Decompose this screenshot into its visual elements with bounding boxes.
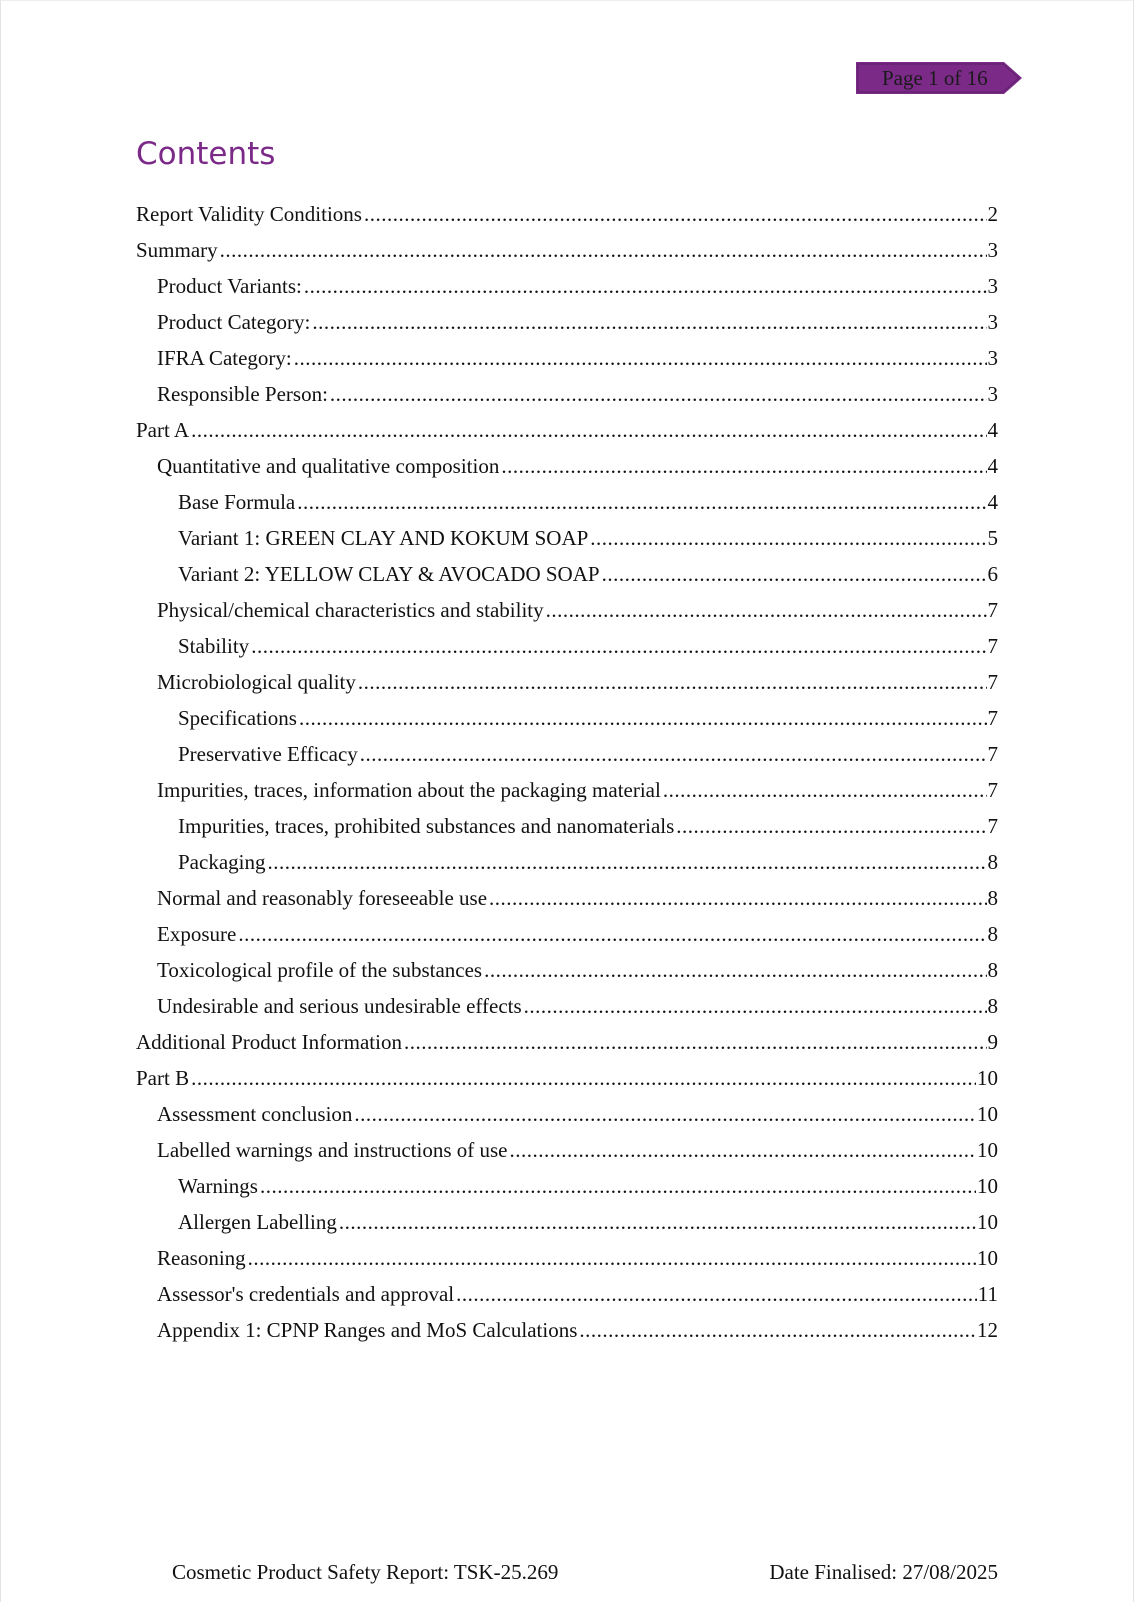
toc-entry-page-number: 3 <box>987 346 998 370</box>
toc-entry-page-number: 4 <box>987 490 998 514</box>
toc-dot-leader <box>602 556 987 592</box>
toc-entry-label: IFRA Category: <box>157 346 292 370</box>
toc-dot-leader <box>191 1060 976 1096</box>
toc-entry[interactable] <box>136 484 998 520</box>
contents-heading: Contents <box>136 136 276 172</box>
page-number-badge <box>856 62 1022 94</box>
toc-entry[interactable] <box>136 1240 998 1276</box>
toc-entry-label: Microbiological quality <box>157 670 356 694</box>
toc-entry-page-number: 8 <box>987 886 998 910</box>
toc-entry-label: Undesirable and serious undesirable effects <box>157 994 522 1018</box>
toc-entry[interactable] <box>136 304 998 340</box>
toc-entry-page-number: 10 <box>977 1210 998 1234</box>
toc-entry-label: Exposure <box>157 922 237 946</box>
toc-dot-leader <box>590 520 986 556</box>
footer-date-finalised: Date Finalised: 27/08/2025 <box>769 1560 998 1584</box>
toc-entry-label: Toxicological profile of the substances <box>157 958 483 982</box>
toc-dot-leader <box>354 1096 976 1132</box>
toc-entry-label: Part B <box>136 1066 190 1090</box>
toc-entry[interactable] <box>136 1312 998 1348</box>
toc-entry-page-number: 7 <box>987 778 998 802</box>
toc-entry[interactable] <box>136 1276 998 1312</box>
toc-entry-page-number: 9 <box>987 1030 998 1054</box>
toc-entry[interactable] <box>136 412 998 448</box>
footer-report-id: Cosmetic Product Safety Report: TSK-25.269 <box>172 1560 559 1584</box>
toc-entry-page-number: 8 <box>987 994 998 1018</box>
toc-entry[interactable] <box>136 952 998 988</box>
toc-entry-page-number: 7 <box>987 706 998 730</box>
toc-entry-label: Responsible Person: <box>157 382 328 406</box>
toc-entry-label: Physical/chemical characteristics and stability <box>157 598 544 622</box>
toc-dot-leader <box>484 952 986 988</box>
toc-dot-leader <box>330 376 987 412</box>
toc-entry-page-number: 7 <box>987 598 998 622</box>
toc-entry-label: Base Formula <box>178 490 296 514</box>
toc-dot-leader <box>510 1132 977 1168</box>
toc-entry-label: Packaging <box>178 850 266 874</box>
toc-entry-label: Normal and reasonably foreseeable use <box>157 886 488 910</box>
toc-entry-page-number: 10 <box>977 1174 998 1198</box>
toc-dot-leader <box>579 1312 976 1348</box>
toc-entry[interactable] <box>136 880 998 916</box>
toc-entry[interactable] <box>136 772 998 808</box>
toc-entry-label: Part A <box>136 418 190 442</box>
toc-entry-label: Quantitative and qualitative composition <box>157 454 500 478</box>
toc-entry-label: Warnings <box>178 1174 258 1198</box>
toc-entry-label: Assessment conclusion <box>157 1102 353 1126</box>
toc-entry-label: Allergen Labelling <box>178 1210 337 1234</box>
toc-entry-page-number: 8 <box>987 958 998 982</box>
toc-entry-page-number: 11 <box>977 1282 998 1306</box>
toc-dot-leader <box>299 700 987 736</box>
toc-entry-page-number: 10 <box>977 1066 998 1090</box>
toc-entry-label: Impurities, traces, prohibited substances and nanomaterials <box>178 814 675 838</box>
toc-dot-leader <box>489 880 986 916</box>
toc-dot-leader <box>364 196 987 232</box>
toc-entry[interactable] <box>136 700 998 736</box>
toc-dot-leader <box>339 1204 976 1240</box>
toc-dot-leader <box>260 1168 976 1204</box>
toc-entry-label: Reasoning <box>157 1246 246 1270</box>
toc-entry-page-number: 3 <box>987 382 998 406</box>
toc-dot-leader <box>663 772 987 808</box>
toc-entry[interactable] <box>136 808 998 844</box>
toc-entry-page-number: 6 <box>987 562 998 586</box>
toc-dot-leader <box>360 736 987 772</box>
toc-dot-leader <box>297 484 986 520</box>
toc-entry[interactable] <box>136 916 998 952</box>
toc-dot-leader <box>294 340 987 376</box>
toc-entry[interactable] <box>136 844 998 880</box>
toc-entry[interactable] <box>136 448 998 484</box>
toc-entry-page-number: 2 <box>987 202 998 226</box>
toc-entry-label: Impurities, traces, information about the packaging material <box>157 778 661 802</box>
toc-entry[interactable] <box>136 268 998 304</box>
toc-dot-leader <box>304 268 987 304</box>
toc-entry-page-number: 7 <box>987 742 998 766</box>
toc-entry-label: Stability <box>178 634 250 658</box>
toc-dot-leader <box>251 628 986 664</box>
toc-entry[interactable] <box>136 1132 998 1168</box>
toc-dot-leader <box>238 916 986 952</box>
toc-entry-label: Product Variants: <box>157 274 302 298</box>
toc-entry-page-number: 10 <box>977 1102 998 1126</box>
toc-entry-label: Variant 2: YELLOW CLAY & AVOCADO SOAP <box>178 562 600 586</box>
toc-dot-leader <box>267 844 986 880</box>
toc-entry-page-number: 10 <box>977 1138 998 1162</box>
toc-entry[interactable] <box>136 664 998 700</box>
page-indicator: Page 1 of 16 <box>882 66 988 90</box>
toc-entry-page-number: 7 <box>987 814 998 838</box>
toc-entry-page-number: 3 <box>987 310 998 334</box>
toc-entry-page-number: 3 <box>987 274 998 298</box>
toc-dot-leader <box>676 808 986 844</box>
toc-dot-leader <box>220 232 987 268</box>
toc-entry[interactable] <box>136 196 998 232</box>
toc-entry[interactable] <box>136 1168 998 1204</box>
toc-entry-label: Product Category: <box>157 310 311 334</box>
toc-entry[interactable] <box>136 232 998 268</box>
toc-entry-page-number: 12 <box>977 1318 998 1342</box>
toc-entry[interactable] <box>136 376 998 412</box>
toc-entry-label: Assessor's credentials and approval <box>157 1282 455 1306</box>
toc-entry[interactable] <box>136 592 998 628</box>
toc-entry-page-number: 7 <box>987 634 998 658</box>
toc-dot-leader <box>501 448 986 484</box>
toc-dot-leader <box>312 304 986 340</box>
toc-entry[interactable] <box>136 1060 998 1096</box>
toc-dot-leader <box>456 1276 977 1312</box>
toc-entry-page-number: 10 <box>977 1246 998 1270</box>
toc-entry[interactable] <box>136 628 998 664</box>
toc-entry-label: Specifications <box>178 706 297 730</box>
toc-entry[interactable] <box>136 1096 998 1132</box>
toc-entry-label: Additional Product Information <box>136 1030 402 1054</box>
toc-entry-label: Preservative Efficacy <box>178 742 358 766</box>
toc-entry-page-number: 3 <box>987 238 998 262</box>
toc-entry[interactable] <box>136 340 998 376</box>
toc-entry-label: Labelled warnings and instructions of use <box>157 1138 508 1162</box>
toc-dot-leader <box>524 988 987 1024</box>
toc-entry[interactable] <box>136 1024 998 1060</box>
toc-dot-leader <box>546 592 987 628</box>
toc-dot-leader <box>358 664 987 700</box>
toc-entry-label: Appendix 1: CPNP Ranges and MoS Calculations <box>157 1318 578 1342</box>
toc-entry-page-number: 8 <box>987 850 998 874</box>
toc-entry-page-number: 7 <box>987 670 998 694</box>
toc-entry[interactable] <box>136 736 998 772</box>
toc-entry-label: Report Validity Conditions <box>136 202 362 226</box>
toc-entry-page-number: 4 <box>987 454 998 478</box>
toc-entry[interactable] <box>136 520 998 556</box>
toc-entry-page-number: 4 <box>987 418 998 442</box>
toc-entry[interactable] <box>136 988 998 1024</box>
table-of-contents <box>136 196 998 1348</box>
toc-dot-leader <box>248 1240 976 1276</box>
toc-entry[interactable] <box>136 1204 998 1240</box>
toc-dot-leader <box>191 412 986 448</box>
toc-entry[interactable] <box>136 556 998 592</box>
toc-entry-page-number: 5 <box>987 526 998 550</box>
toc-entry-label: Variant 1: GREEN CLAY AND KOKUM SOAP <box>178 526 589 550</box>
toc-dot-leader <box>404 1024 987 1060</box>
toc-entry-page-number: 8 <box>987 922 998 946</box>
toc-entry-label: Summary <box>136 238 218 262</box>
